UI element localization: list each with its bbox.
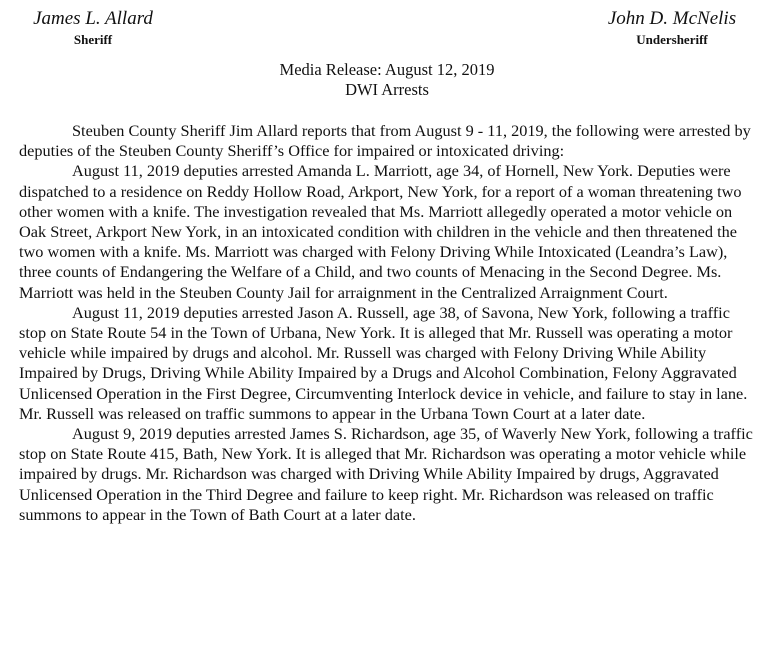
release-date-line: Media Release: August 12, 2019 [279, 60, 495, 79]
release-subject: DWI Arrests [345, 80, 429, 99]
release-body [19, 121, 761, 525]
undersheriff-title: Undersheriff [636, 32, 708, 47]
arrest-paragraph-russell: August 11, 2019 deputies arrested Jason A. Russell, age 38, of Savona, New York, following a traffic stop on State Route 54 in the Town of Urbana, New York. It is alleged that Mr. Russell was operating a motor vehicle while impaired by drugs and alcohol. Mr. Russell was charged with Felony Driving While Ability Impaired by Drugs, Driving While Ability Impaired by a Drugs and Alcohol Combination, Felony Aggravated Unlicensed Operation in the First Degree, Circumventing Interlock device in vehicle, and failure to stay in lane. Mr. Russell was released on traffic summons to appear in the Urbana Town Court at a later date. [19, 302, 748, 423]
undersheriff-block [592, 8, 752, 48]
arrest-paragraph-marriott: August 11, 2019 deputies arrested Amanda L. Marriott, age 34, of Hornell, New York. Deputies were dispatched to a residence on Reddy Hollow Road, Arkport, New York, for a report of a woman threatening two other women with a knife. The investigation revealed that Ms. Marriott allegedly operated a motor vehicle on Oak Street, Arkport New York, in an intoxicated condition with children in the vehicle and then threatened the two women with a knife. Ms. Marriott was charged with Felony Driving While Intoxicated (Leandra’s Law), three counts of Endangering the Welfare of a Child, and two counts of Menacing in the Second Degree. Ms. Marriott was held in the Steuben County Jail for arraignment in the Centralized Arraignment Court. [19, 161, 742, 302]
sheriff-name: James L. Allard [33, 8, 153, 29]
sheriff-title: Sheriff [73, 32, 113, 47]
release-heading [0, 60, 774, 100]
sheriff-block [18, 8, 168, 48]
arrest-paragraph-richardson: August 9, 2019 deputies arrested James S. Richardson, age 35, of Waverly New York, following a traffic stop on State Route 415, Bath, New York. It is alleged that Mr. Richardson was operating a motor vehicle while impaired by drugs. Mr. Richardson was charged with Driving While Ability Impaired by drugs, Aggravated Unlicensed Operation in the Third Degree and failure to keep right. Mr. Richardson was released on traffic summons to appear in the Town of Bath Court at a later date. [19, 424, 753, 524]
undersheriff-name: John D. McNelis [607, 8, 737, 29]
letterhead [0, 8, 774, 60]
intro-paragraph: Steuben County Sheriff Jim Allard reports that from August 9 - 11, 2019, the following were arrested by deputies of the Steuben County Sheriff’s Office for impaired or intoxicated driving: [19, 121, 751, 161]
